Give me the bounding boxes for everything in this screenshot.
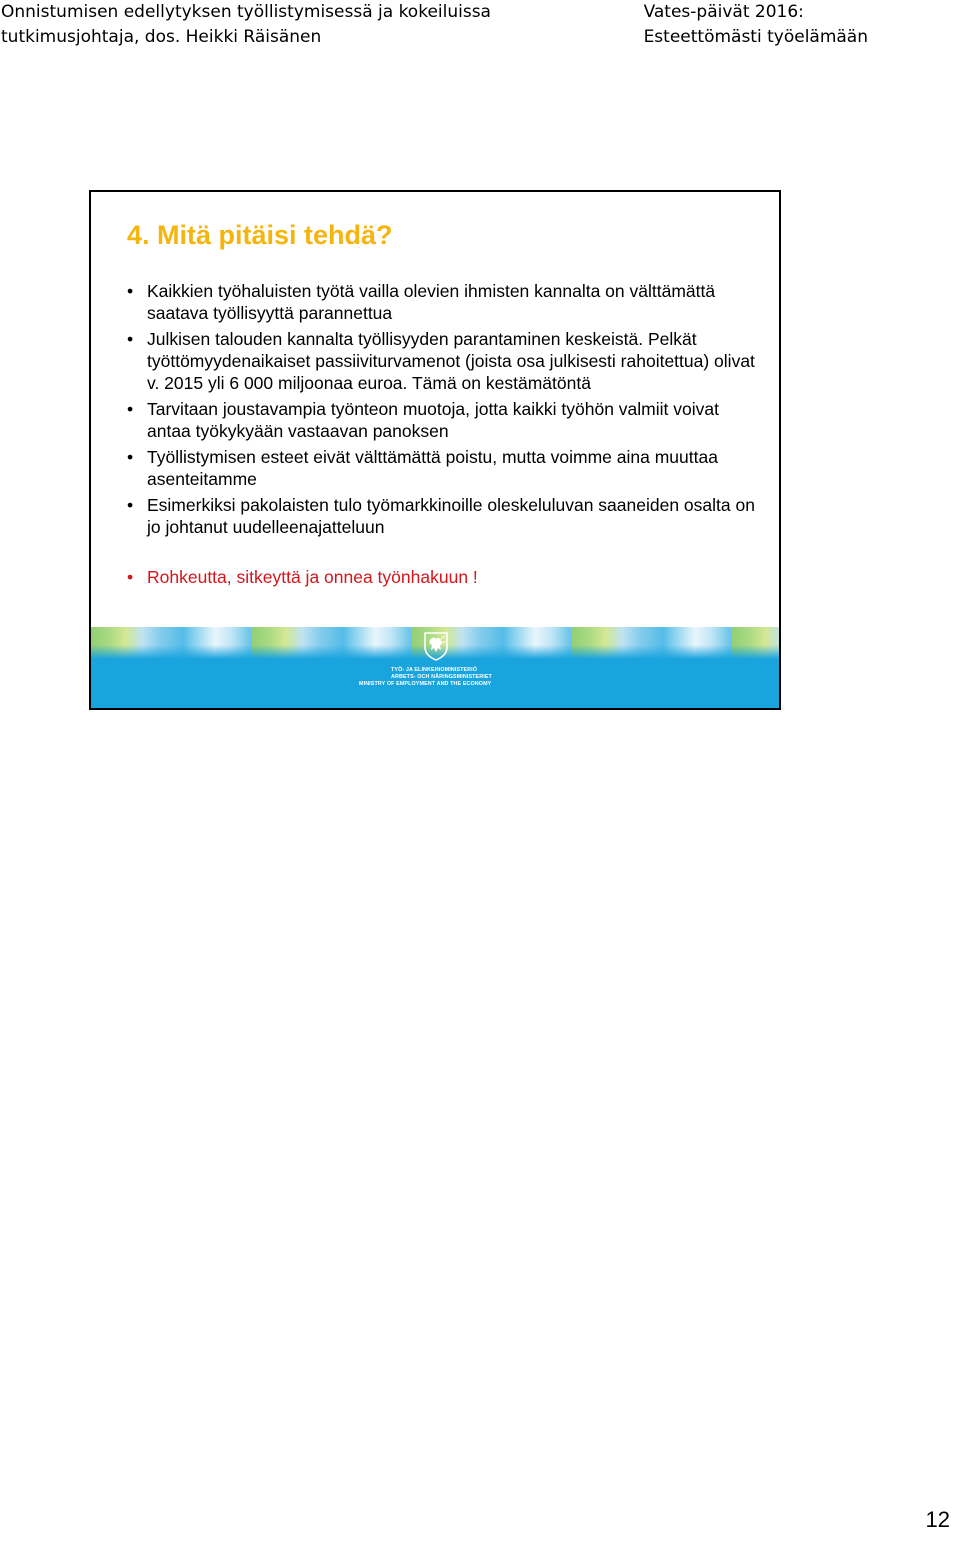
list-item [125, 328, 757, 394]
bullet-icon: • [127, 447, 134, 467]
bullet-text-highlight: Rohkeutta, sitkeyttä ja onnea työnhakuun ! [147, 567, 478, 587]
bullet-icon: • [127, 567, 134, 587]
finnish-lion-crest-icon [423, 631, 449, 661]
bullet-text: Tarvitaan joustavampia työnteon muotoja, jotta kaikki työhön valmiit voivat antaa työkykyään vastaavan panoksen [147, 399, 719, 441]
bullet-icon: • [127, 329, 134, 349]
bullet-text: Esimerkiksi pakolaisten tulo työmarkkinoille oleskeluluvan saaneiden osalta on jo johtanut uudelleenajatteluun [147, 495, 755, 537]
header-author: tutkimusjohtaja, dos. Heikki Räisänen [1, 27, 322, 47]
header-left [1, 0, 491, 50]
slide [89, 190, 781, 710]
header-right [644, 0, 868, 50]
list-item [125, 280, 757, 324]
logo-line-swedish: ARBETS- OCH NÄRINGSMINISTERIET [391, 674, 492, 680]
header-event-theme: Esteettömästi työelämään [643, 27, 868, 47]
list-item [125, 446, 757, 490]
logo-line-finnish: TYÖ- JA ELINKEINOMINISTERIÖ [391, 667, 478, 673]
list-item-highlight [125, 566, 757, 588]
list-item [125, 398, 757, 442]
bullet-icon: • [127, 281, 134, 301]
bullet-list [125, 280, 757, 592]
slide-footer-band [91, 627, 779, 708]
slide-title: 4. Mitä pitäisi tehdä? [127, 220, 393, 250]
ministry-logo [359, 631, 519, 703]
logo-line-english: MINISTRY OF EMPLOYMENT AND THE ECONOMY [359, 681, 492, 687]
bullet-icon: • [127, 495, 134, 515]
header-event: Vates-päivät 2016: [643, 2, 804, 22]
bullet-text: Julkisen talouden kannalta työllisyyden parantaminen keskeistä. Pelkät työttömyydenaikaiset passiiviturvamenot (joista osa julkisesti rahoitettua) olivat v. 2015 yli 6 000 miljoonaa euroa. Tämä on kestämätöntä [147, 329, 755, 393]
page-number: 12 [925, 1507, 950, 1532]
header-title: Onnistumisen edellytyksen työllistymisessä ja kokeiluissa [1, 2, 491, 22]
bullet-text: Kaikkien työhaluisten työtä vailla olevien ihmisten kannalta on välttämättä saatava työllisyyttä parannettua [147, 281, 716, 323]
ministry-logo-text [359, 667, 519, 688]
bullet-text: Työllistymisen esteet eivät välttämättä poistu, mutta voimme aina muuttaa asenteitamme [147, 447, 718, 489]
list-item [125, 494, 757, 538]
bullet-icon: • [127, 399, 134, 419]
